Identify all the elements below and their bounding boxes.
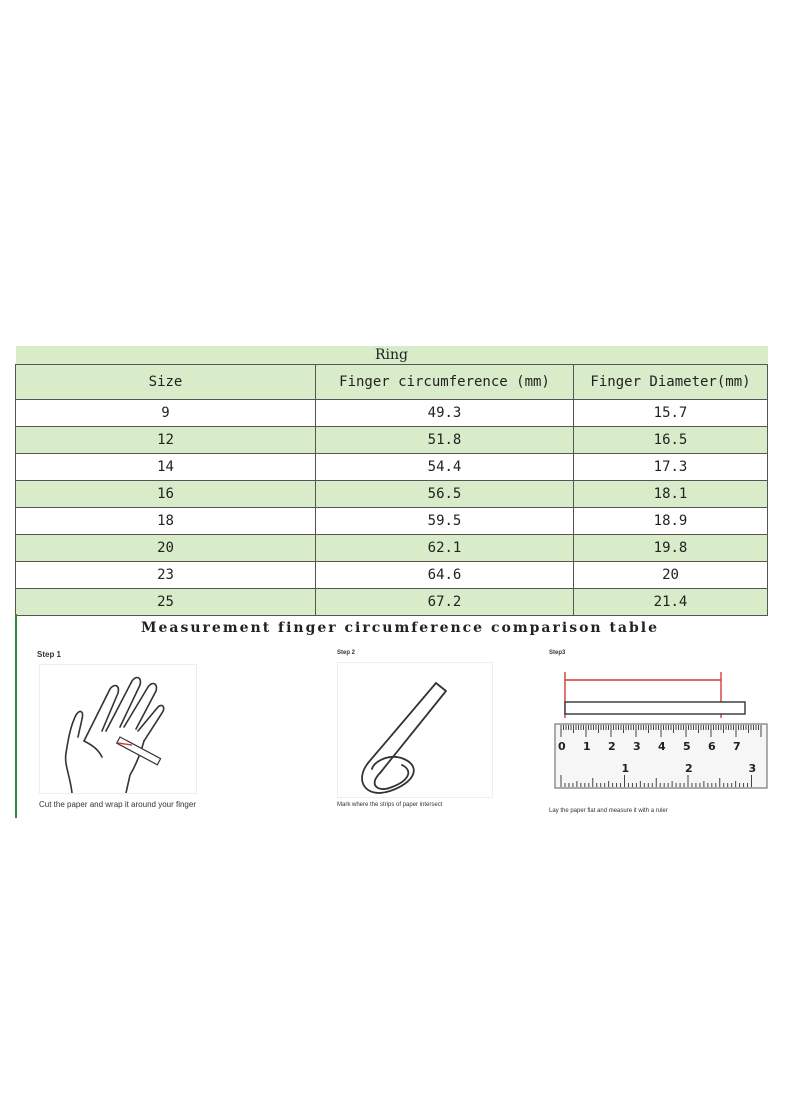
circumference-cell: 67.2 [316,589,574,616]
size-cell: 20 [16,535,316,562]
table-row [16,508,768,535]
guide-title: Measurement finger circumference comparison table [141,620,660,636]
step-3-label: Step3 [549,650,566,656]
ruler-inch-label: 3 [748,762,757,775]
measurement-guide [15,614,774,818]
table-row [16,589,768,616]
ruler-cm-label: 6 [708,740,716,753]
diameter-cell: 16.5 [574,427,768,454]
size-cell: 23 [16,562,316,589]
diameter-cell: 20 [574,562,768,589]
ruler-cm-label: 5 [683,740,691,753]
ring-size-table [15,346,768,616]
ring-size-sheet [15,346,767,616]
ruler-cm-label: 4 [658,740,666,753]
step-2-label: Step 2 [337,650,356,656]
ruler-cm-label: 2 [608,740,616,753]
ruler-measure-icon [551,658,771,794]
header-circumference: Finger circumference (mm) [316,365,574,400]
table-row [16,454,768,481]
table-row [16,562,768,589]
size-cell: 14 [16,454,316,481]
hand-wrap-icon [40,665,196,793]
circumference-cell: 62.1 [316,535,574,562]
ruler-cm-label: 7 [733,740,741,753]
ruler-cm-label: 3 [633,740,641,753]
ruler-inch-label: 1 [621,762,630,775]
circumference-cell: 54.4 [316,454,574,481]
diameter-cell: 17.3 [574,454,768,481]
table-row [16,535,768,562]
table-row [16,400,768,427]
step-1-illustration [39,664,197,794]
diameter-cell: 18.1 [574,481,768,508]
header-size: Size [16,365,316,400]
step-3-illustration [551,658,771,794]
circumference-cell: 59.5 [316,508,574,535]
table-row [16,481,768,508]
step-1-note: Cut the paper and wrap it around your finger [39,800,196,809]
step-2-illustration [337,662,493,798]
size-cell: 18 [16,508,316,535]
size-cell: 16 [16,481,316,508]
circumference-cell: 49.3 [316,400,574,427]
paper-loop-icon [338,663,492,797]
size-cell: 25 [16,589,316,616]
ruler-inch-label: 2 [685,762,693,775]
ruler-cm-label: 0 [558,740,566,753]
circumference-cell: 64.6 [316,562,574,589]
step-1-label: Step 1 [37,650,62,659]
circumference-cell: 56.5 [316,481,574,508]
size-cell: 12 [16,427,316,454]
diameter-cell: 21.4 [574,589,768,616]
table-title: Ring [16,346,768,365]
table-title-row [16,346,768,365]
table-row [16,427,768,454]
ruler-cm-label: 1 [583,740,591,753]
circumference-cell: 51.8 [316,427,574,454]
header-diameter: Finger Diameter(mm) [574,365,768,400]
diameter-cell: 15.7 [574,400,768,427]
table-header-row [16,365,768,400]
step-2-note: Mark where the strips of paper intersect [337,802,443,808]
size-cell: 9 [16,400,316,427]
diameter-cell: 19.8 [574,535,768,562]
step-3-note: Lay the paper flat and measure it with a ruler [549,808,668,814]
diameter-cell: 18.9 [574,508,768,535]
